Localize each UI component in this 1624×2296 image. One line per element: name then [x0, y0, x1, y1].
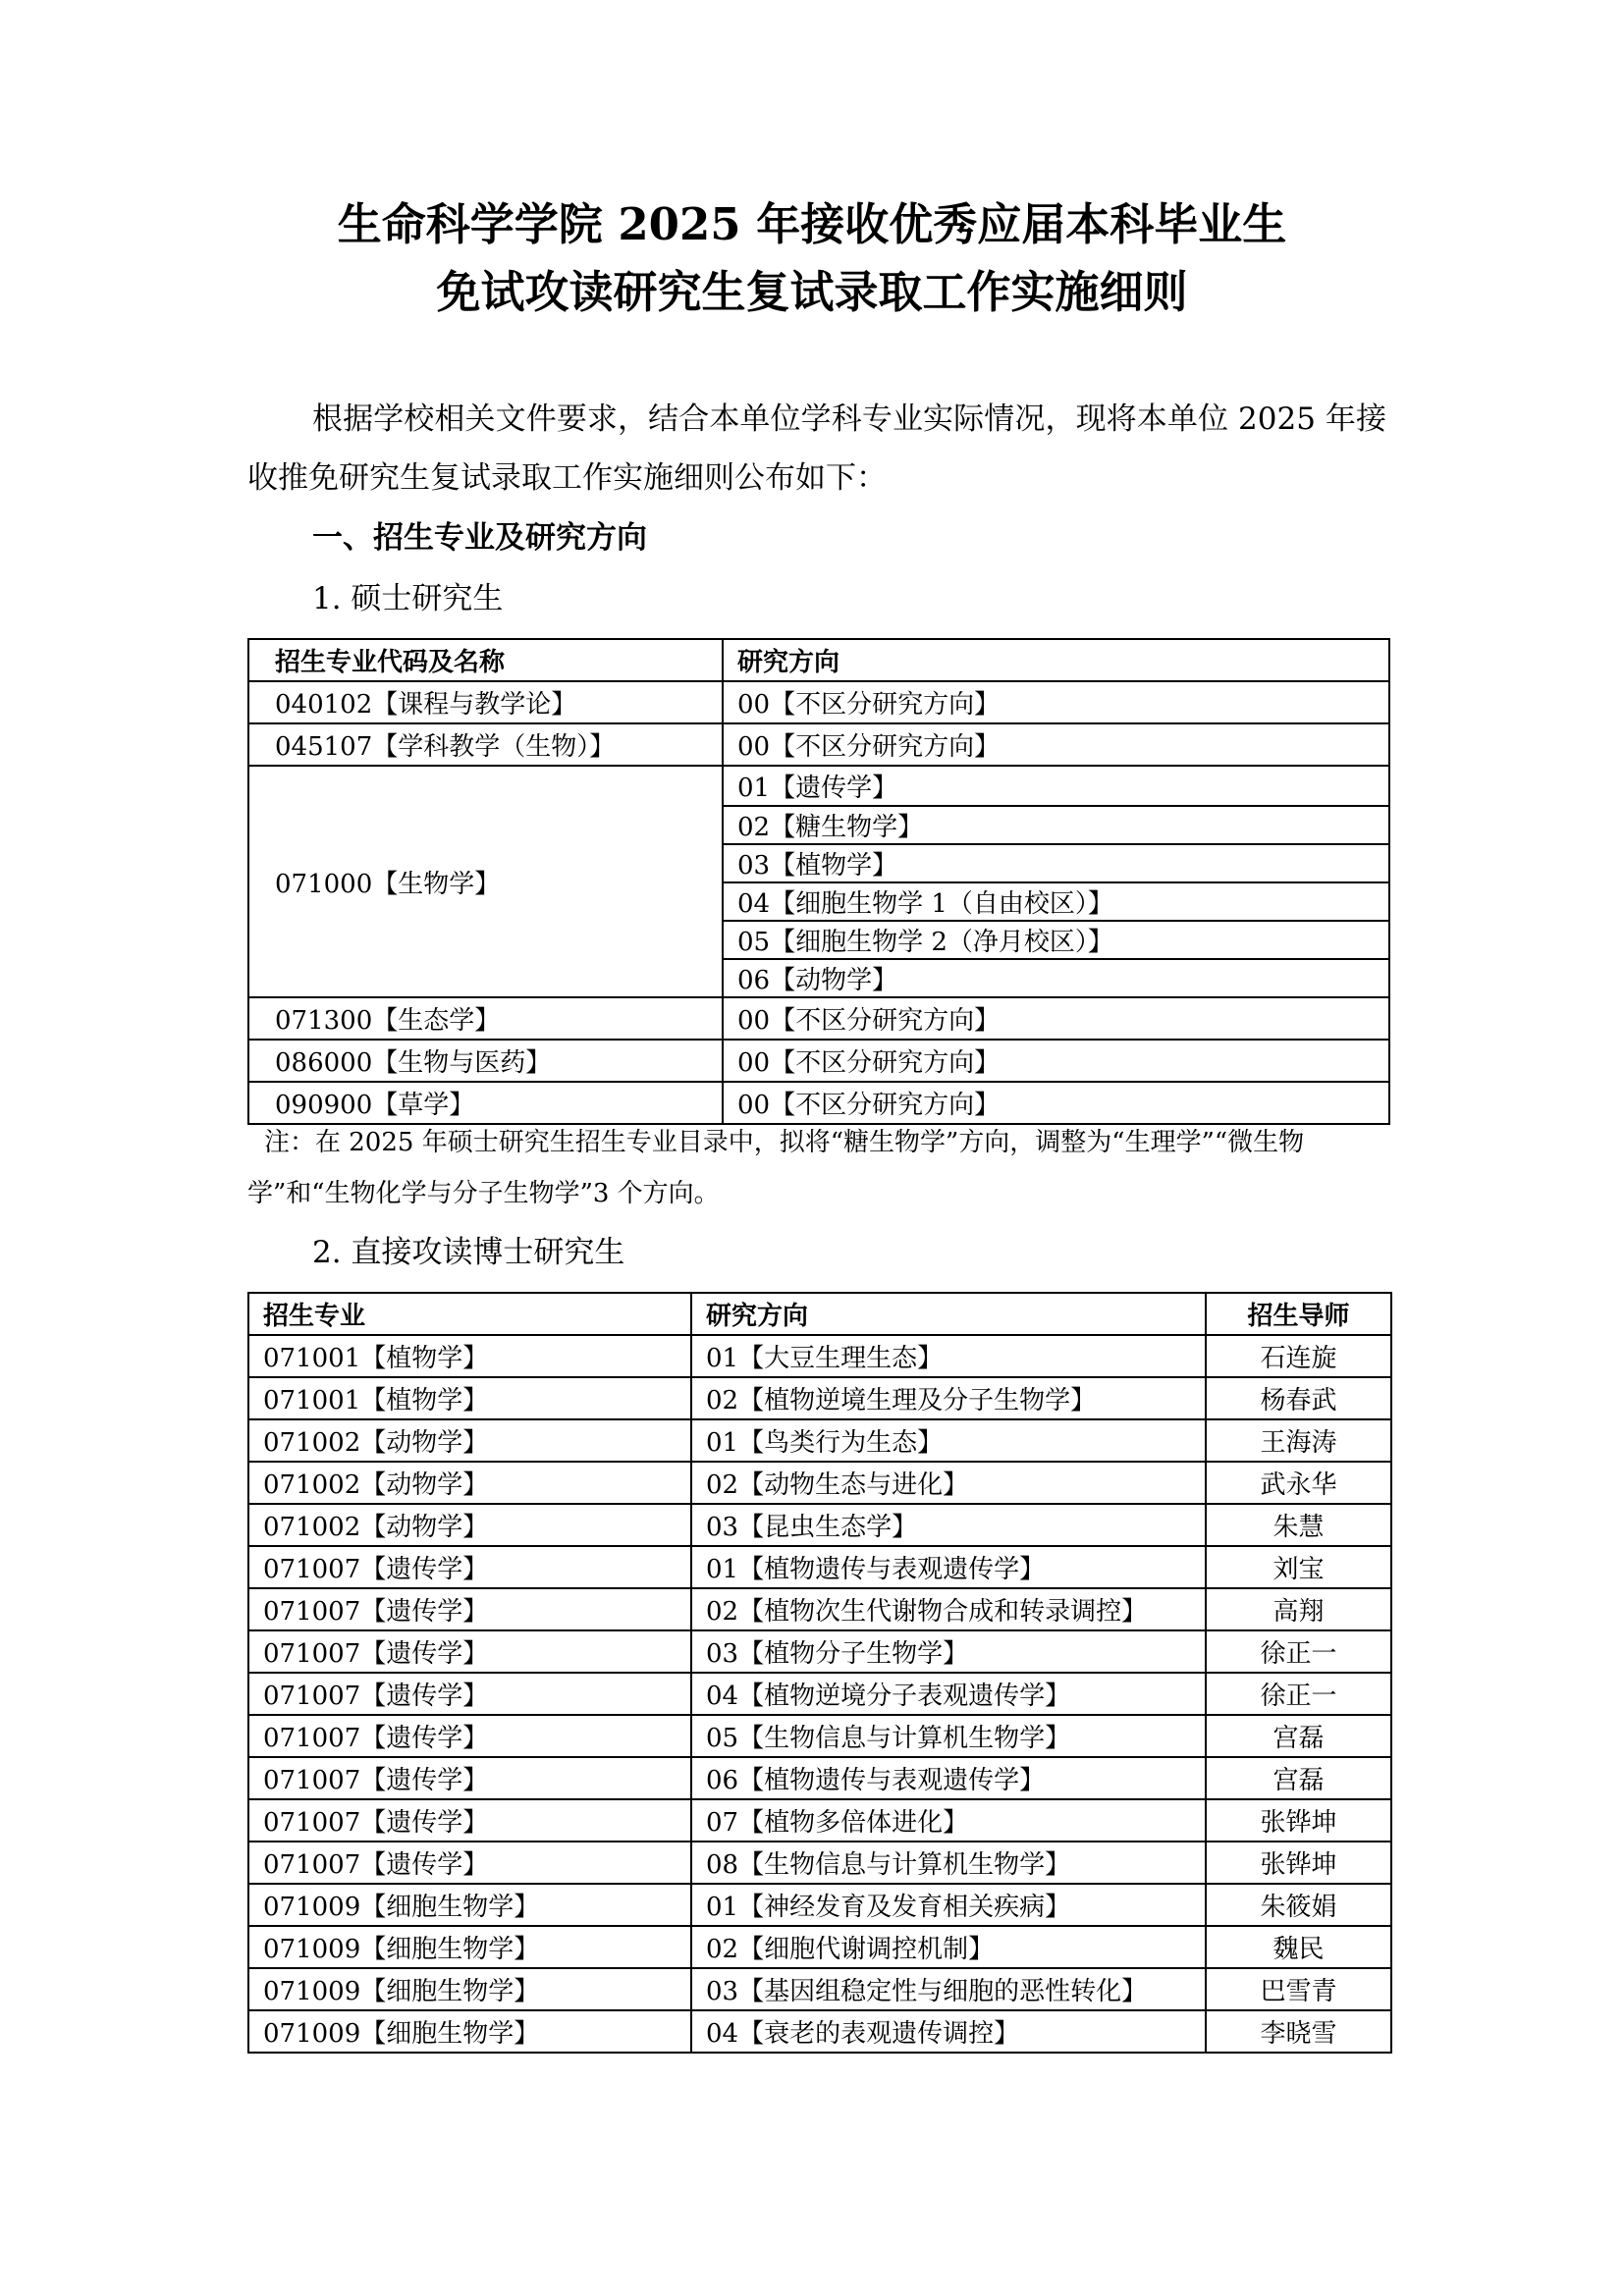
phd-direction-cell: 02【细胞代谢调控机制】: [691, 1926, 1206, 1968]
phd-major-cell: 071009【细胞生物学】: [248, 1968, 691, 2010]
master-direction-cell: 00【不区分研究方向】: [723, 1040, 1389, 1082]
phd-major-cell: 071007【遗传学】: [248, 1673, 691, 1715]
document-title-line1: 生命科学学院 2025 年接收优秀应届本科毕业生: [337, 198, 1287, 250]
phd-major-cell: 071007【遗传学】: [248, 1842, 691, 1884]
phd-major-cell: 071007【遗传学】: [248, 1757, 691, 1799]
phd-advisor-cell: 朱慧: [1206, 1504, 1391, 1546]
phd-advisor-cell: 魏民: [1206, 1926, 1391, 1968]
phd-table-header-row: [248, 1293, 1391, 1335]
phd-major-cell: 071007【遗传学】: [248, 1715, 691, 1757]
master-direction-cell: 03【植物学】: [723, 844, 1389, 882]
phd-advisor-cell: 朱筱娟: [1206, 1884, 1391, 1926]
master-major-cell: 071300【生态学】: [248, 997, 723, 1040]
phd-direction-cell: 03【植物分子生物学】: [691, 1630, 1206, 1673]
master-direction-cell: 00【不区分研究方向】: [723, 681, 1389, 723]
phd-advisor-cell: 张铧坤: [1206, 1842, 1391, 1884]
phd-major-cell: 071009【细胞生物学】: [248, 1926, 691, 1968]
phd-direction-cell: 04【植物逆境分子表观遗传学】: [691, 1673, 1206, 1715]
master-heading: 1. 硕士研究生: [312, 581, 504, 616]
phd-major-cell: 071002【动物学】: [248, 1462, 691, 1504]
master-direction-cell: 00【不区分研究方向】: [723, 997, 1389, 1040]
table-row: [248, 766, 1389, 806]
phd-direction-cell: 03【昆虫生态学】: [691, 1504, 1206, 1546]
phd-direction-cell: 03【基因组稳定性与细胞的恶性转化】: [691, 1968, 1206, 2010]
master-direction-cell: 02【糖生物学】: [723, 806, 1389, 844]
phd-direction-cell: 05【生物信息与计算机生物学】: [691, 1715, 1206, 1757]
table-row: [248, 1377, 1391, 1419]
phd-table: [247, 1292, 1392, 2054]
phd-advisor-cell: 武永华: [1206, 1462, 1391, 1504]
phd-major-cell: 071001【植物学】: [248, 1377, 691, 1419]
phd-major-cell: 071007【遗传学】: [248, 1799, 691, 1842]
phd-direction-cell: 02【动物生态与进化】: [691, 1462, 1206, 1504]
phd-advisor-cell: 宫磊: [1206, 1715, 1391, 1757]
phd-advisor-cell: 王海涛: [1206, 1419, 1391, 1462]
master-header-major: 招生专业代码及名称: [248, 639, 723, 681]
phd-direction-cell: 06【植物遗传与表观遗传学】: [691, 1757, 1206, 1799]
phd-major-cell: 071009【细胞生物学】: [248, 2010, 691, 2053]
phd-advisor-cell: 杨春武: [1206, 1377, 1391, 1419]
table-row: [248, 1040, 1389, 1082]
master-major-cell: 040102【课程与教学论】: [248, 681, 723, 723]
phd-direction-cell: 04【衰老的表观遗传调控】: [691, 2010, 1206, 2053]
phd-advisor-cell: 巴雪青: [1206, 1968, 1391, 2010]
table-row: [248, 1630, 1391, 1673]
master-direction-cell: 00【不区分研究方向】: [723, 1082, 1389, 1124]
phd-advisor-cell: 高翔: [1206, 1588, 1391, 1630]
table-row: [248, 2010, 1391, 2053]
phd-direction-cell: 01【神经发育及发育相关疾病】: [691, 1884, 1206, 1926]
master-major-cell: 090900【草学】: [248, 1082, 723, 1124]
table-row: [248, 1799, 1391, 1842]
phd-direction-cell: 01【鸟类行为生态】: [691, 1419, 1206, 1462]
phd-major-cell: 071002【动物学】: [248, 1419, 691, 1462]
phd-advisor-cell: 徐正一: [1206, 1673, 1391, 1715]
intro-paragraph: 根据学校相关文件要求，结合本单位学科专业实际情况，现将本单位 2025 年接收推免研究生复试录取工作实施细则公布如下：: [247, 401, 1386, 496]
table-row: [248, 1926, 1391, 1968]
phd-direction-cell: 02【植物次生代谢物合成和转录调控】: [691, 1588, 1206, 1630]
phd-advisor-cell: 张铧坤: [1206, 1799, 1391, 1842]
master-major-cell: 086000【生物与医药】: [248, 1040, 723, 1082]
table-row: [248, 1504, 1391, 1546]
phd-direction-cell: 08【生物信息与计算机生物学】: [691, 1842, 1206, 1884]
table-row: [248, 1335, 1391, 1377]
phd-major-cell: 071001【植物学】: [248, 1335, 691, 1377]
master-table: [247, 638, 1390, 1125]
section-heading: 一、招生专业及研究方向: [312, 520, 647, 556]
document-title-line2: 免试攻读研究生复试录取工作实施细则: [436, 266, 1188, 318]
phd-advisor-cell: 宫磊: [1206, 1757, 1391, 1799]
table-row: [248, 1588, 1391, 1630]
phd-header-major: 招生专业: [248, 1293, 691, 1335]
master-direction-cell: 01【遗传学】: [723, 766, 1389, 806]
table-row: [248, 1968, 1391, 2010]
table-row: [248, 997, 1389, 1040]
phd-advisor-cell: 李晓雪: [1206, 2010, 1391, 2053]
phd-major-cell: 071007【遗传学】: [248, 1546, 691, 1588]
phd-direction-cell: 02【植物逆境生理及分子生物学】: [691, 1377, 1206, 1419]
phd-direction-cell: 07【植物多倍体进化】: [691, 1799, 1206, 1842]
phd-major-cell: 071009【细胞生物学】: [248, 1884, 691, 1926]
table-row: [248, 1884, 1391, 1926]
phd-major-cell: 071007【遗传学】: [248, 1588, 691, 1630]
master-table-header-row: [248, 639, 1389, 681]
phd-direction-cell: 01【植物遗传与表观遗传学】: [691, 1546, 1206, 1588]
master-major-cell: 071000【生物学】: [248, 766, 723, 997]
phd-advisor-cell: 石连旋: [1206, 1335, 1391, 1377]
master-direction-cell: 04【细胞生物学 1（自由校区）】: [723, 882, 1389, 921]
table-row: [248, 1715, 1391, 1757]
table-row: [248, 681, 1389, 723]
table-row: [248, 1462, 1391, 1504]
master-major-cell: 045107【学科教学（生物）】: [248, 723, 723, 766]
phd-heading: 2. 直接攻读博士研究生: [312, 1235, 625, 1270]
master-direction-cell: 05【细胞生物学 2（净月校区）】: [723, 921, 1389, 959]
table-row: [248, 1842, 1391, 1884]
phd-advisor-cell: 徐正一: [1206, 1630, 1391, 1673]
phd-major-cell: 071007【遗传学】: [248, 1630, 691, 1673]
phd-header-advisor: 招生导师: [1206, 1293, 1391, 1335]
master-direction-cell: 06【动物学】: [723, 959, 1389, 997]
table-row: [248, 1757, 1391, 1799]
phd-advisor-cell: 刘宝: [1206, 1546, 1391, 1588]
master-note: 注：在 2025 年硕士研究生招生专业目录中，拟将“糖生物学”方向，调整为“生理学”“微生物学”和“生物化学与分子生物学”3 个方向。: [247, 1128, 1305, 1208]
phd-header-direction: 研究方向: [691, 1293, 1206, 1335]
table-row: [248, 1546, 1391, 1588]
table-row: [248, 1673, 1391, 1715]
table-row: [248, 723, 1389, 766]
table-row: [248, 1419, 1391, 1462]
phd-major-cell: 071002【动物学】: [248, 1504, 691, 1546]
master-direction-cell: 00【不区分研究方向】: [723, 723, 1389, 766]
phd-direction-cell: 01【大豆生理生态】: [691, 1335, 1206, 1377]
master-header-direction: 研究方向: [723, 639, 1389, 681]
